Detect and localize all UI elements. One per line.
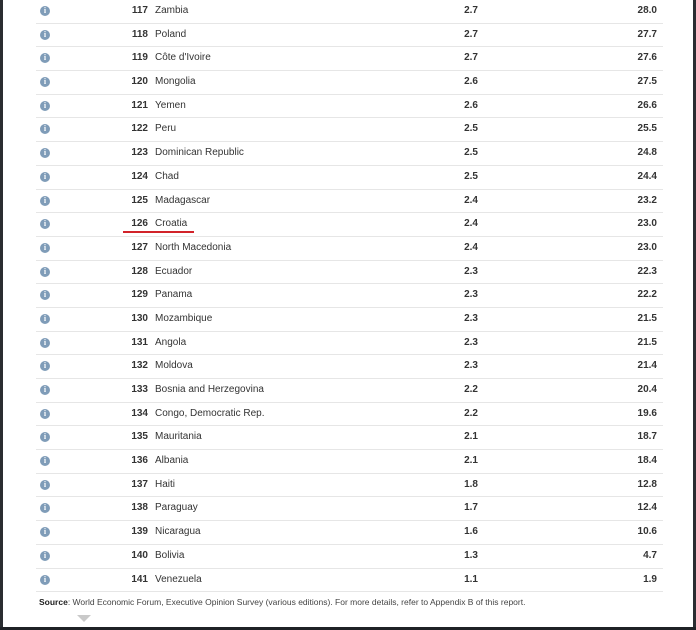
country-cell: Peru <box>155 123 177 135</box>
country-cell: Yemen <box>155 99 186 111</box>
score-cell: 1.6 <box>464 526 478 538</box>
table-row <box>36 426 663 450</box>
rank-cell: 141 <box>131 573 148 585</box>
country-cell: Madagascar <box>155 194 211 206</box>
table-row <box>36 47 663 71</box>
rank-cell: 125 <box>131 194 148 206</box>
score-cell: 2.1 <box>464 431 478 443</box>
score-cell: 1.8 <box>464 478 478 490</box>
percent-cell: 21.4 <box>637 360 657 372</box>
country-cell: North Macedonia <box>155 241 232 253</box>
country-cell: Mauritania <box>155 431 202 443</box>
rank-cell: 136 <box>131 455 148 467</box>
table-row <box>36 450 663 474</box>
score-cell: 2.7 <box>464 52 478 64</box>
country-cell: Albania <box>155 455 189 467</box>
info-icon[interactable]: i <box>40 53 50 63</box>
rank-cell: 128 <box>131 265 148 277</box>
info-icon[interactable]: i <box>40 361 50 371</box>
table-row <box>36 95 663 119</box>
info-icon[interactable]: i <box>40 196 50 206</box>
score-cell: 2.2 <box>464 407 478 419</box>
country-cell: Bosnia and Herzegovina <box>155 384 264 395</box>
country-cell: Poland <box>155 28 187 40</box>
table-row <box>36 0 663 24</box>
percent-cell: 19.6 <box>637 407 657 419</box>
rank-cell: 138 <box>131 502 148 514</box>
source-label: Source <box>39 597 68 607</box>
rank-cell: 119 <box>131 52 148 64</box>
info-icon[interactable]: i <box>40 527 50 537</box>
rank-cell: 140 <box>131 549 148 561</box>
percent-cell: 1.9 <box>643 573 657 585</box>
rank-cell: 121 <box>131 99 148 111</box>
country-cell: Moldova <box>155 360 193 372</box>
info-icon[interactable]: i <box>40 101 50 111</box>
info-icon[interactable]: i <box>40 124 50 134</box>
rank-cell: 120 <box>131 76 148 88</box>
score-cell: 2.5 <box>464 147 478 159</box>
score-cell: 2.2 <box>464 384 478 395</box>
score-cell: 2.3 <box>464 360 478 372</box>
percent-cell: 12.4 <box>637 502 657 514</box>
info-icon[interactable]: i <box>40 480 50 490</box>
info-icon[interactable]: i <box>40 338 50 348</box>
percent-cell: 23.0 <box>637 218 657 230</box>
info-icon[interactable]: i <box>40 385 50 395</box>
table-row <box>36 474 663 498</box>
rank-cell: 135 <box>131 431 148 443</box>
info-icon[interactable]: i <box>40 551 50 561</box>
country-cell: Paraguay <box>155 502 198 514</box>
rank-cell: 123 <box>131 147 148 159</box>
percent-cell: 28.0 <box>637 5 657 16</box>
table-row <box>36 237 663 261</box>
score-cell: 2.7 <box>464 28 478 40</box>
table-row <box>36 569 663 593</box>
country-cell: Chad <box>155 170 179 182</box>
country-cell: Zambia <box>155 5 189 16</box>
country-cell: Congo, Democratic Rep. <box>155 407 265 419</box>
table-row <box>36 190 663 214</box>
info-icon[interactable]: i <box>40 219 50 229</box>
country-cell: Bolivia <box>155 549 185 561</box>
percent-cell: 22.3 <box>637 265 657 277</box>
score-cell: 2.1 <box>464 455 478 467</box>
info-icon[interactable]: i <box>40 77 50 87</box>
rank-cell: 130 <box>131 312 148 324</box>
rank-cell: 122 <box>131 123 148 135</box>
info-icon[interactable]: i <box>40 172 50 182</box>
percent-cell: 27.6 <box>637 52 657 64</box>
country-cell: Nicaragua <box>155 526 201 538</box>
info-icon[interactable]: i <box>40 290 50 300</box>
percent-cell: 27.5 <box>637 76 657 88</box>
percent-cell: 20.4 <box>637 384 657 395</box>
score-cell: 2.6 <box>464 76 478 88</box>
score-cell: 2.3 <box>464 289 478 301</box>
percent-cell: 4.7 <box>643 549 657 561</box>
table-row <box>36 355 663 379</box>
rank-cell: 133 <box>131 384 148 395</box>
table-row <box>36 213 663 237</box>
country-cell: Mozambique <box>155 312 213 324</box>
percent-cell: 23.2 <box>637 194 657 206</box>
score-cell: 2.3 <box>464 312 478 324</box>
table-row <box>36 545 663 569</box>
info-icon[interactable]: i <box>40 314 50 324</box>
percent-cell: 26.6 <box>637 99 657 111</box>
percent-cell: 21.5 <box>637 312 657 324</box>
rank-cell: 124 <box>131 170 148 182</box>
table-row <box>36 142 663 166</box>
score-cell: 1.1 <box>464 573 478 585</box>
percent-cell: 18.4 <box>637 455 657 467</box>
rank-cell: 131 <box>131 336 148 348</box>
info-icon[interactable]: i <box>40 456 50 466</box>
info-icon[interactable]: i <box>40 575 50 585</box>
table-row <box>36 403 663 427</box>
info-icon[interactable]: i <box>40 267 50 277</box>
country-cell: Côte d'Ivoire <box>155 52 211 64</box>
percent-cell: 27.7 <box>637 28 657 40</box>
percent-cell: 22.2 <box>637 289 657 301</box>
percent-cell: 18.7 <box>637 431 657 443</box>
caret-down-icon[interactable] <box>77 615 91 622</box>
rank-cell: 129 <box>131 289 148 301</box>
rank-cell: 117 <box>131 5 148 16</box>
rank-cell: 139 <box>131 526 148 538</box>
rank-cell: 127 <box>131 241 148 253</box>
percent-cell: 25.5 <box>637 123 657 135</box>
table-row <box>36 261 663 285</box>
info-icon[interactable]: i <box>40 30 50 40</box>
country-cell: Angola <box>155 336 187 348</box>
croatia-underline <box>123 231 194 233</box>
score-cell: 2.5 <box>464 123 478 135</box>
score-cell: 2.6 <box>464 99 478 111</box>
rank-cell: 134 <box>131 407 148 419</box>
rank-cell: 118 <box>131 28 148 40</box>
source-note <box>39 597 525 607</box>
info-icon[interactable]: i <box>40 6 50 16</box>
score-cell: 1.7 <box>464 502 478 514</box>
country-cell: Ecuador <box>155 265 193 277</box>
info-icon[interactable]: i <box>40 432 50 442</box>
percent-cell: 21.5 <box>637 336 657 348</box>
table-row <box>36 379 663 403</box>
score-cell: 2.3 <box>464 336 478 348</box>
percent-cell: 23.0 <box>637 241 657 253</box>
info-icon[interactable]: i <box>40 409 50 419</box>
score-cell: 2.4 <box>464 241 478 253</box>
score-cell: 2.4 <box>464 194 478 206</box>
score-cell: 2.3 <box>464 265 478 277</box>
report-page <box>3 0 693 627</box>
percent-cell: 24.4 <box>637 170 657 182</box>
score-cell: 1.3 <box>464 549 478 561</box>
country-cell: Venezuela <box>155 573 202 585</box>
table-row <box>36 332 663 356</box>
table-row <box>36 497 663 521</box>
score-cell: 2.4 <box>464 218 478 230</box>
percent-cell: 10.6 <box>637 526 657 538</box>
ranking-table <box>36 0 663 592</box>
table-row <box>36 24 663 48</box>
country-cell: Croatia <box>155 218 188 230</box>
rank-cell: 137 <box>131 478 148 490</box>
country-cell: Haiti <box>155 478 176 490</box>
percent-cell: 24.8 <box>637 147 657 159</box>
country-cell: Panama <box>155 289 193 301</box>
country-cell: Dominican Republic <box>155 147 244 159</box>
info-icon[interactable]: i <box>40 243 50 253</box>
score-cell: 2.7 <box>464 5 478 16</box>
country-cell: Mongolia <box>155 76 196 88</box>
table-row <box>36 71 663 95</box>
table-row <box>36 118 663 142</box>
info-icon[interactable]: i <box>40 148 50 158</box>
rank-cell: 126 <box>131 218 148 230</box>
table-row <box>36 284 663 308</box>
score-cell: 2.5 <box>464 170 478 182</box>
table-row <box>36 521 663 545</box>
table-row <box>36 166 663 190</box>
percent-cell: 12.8 <box>637 478 657 490</box>
rank-cell: 132 <box>131 360 148 372</box>
info-icon[interactable]: i <box>40 503 50 513</box>
source-text: : World Economic Forum, Executive Opinion Survey (various editions). For more details, refer to Appendix B of this report. <box>67 597 526 607</box>
table-row <box>36 308 663 332</box>
